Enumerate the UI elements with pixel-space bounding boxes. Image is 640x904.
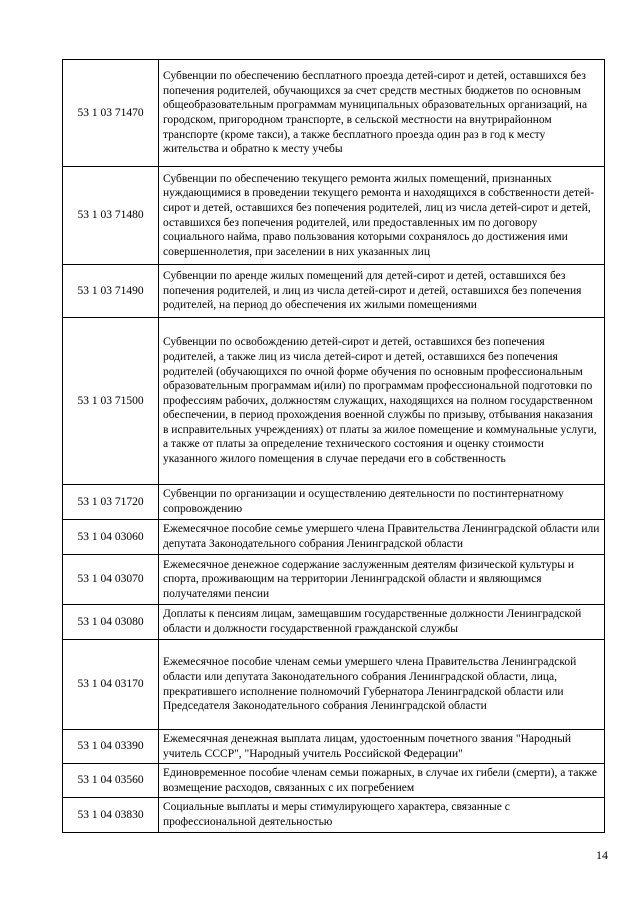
page-number: 14 bbox=[596, 848, 608, 862]
table-row bbox=[63, 318, 605, 485]
table-row bbox=[63, 265, 605, 318]
table-row bbox=[63, 798, 605, 833]
description-cell: Доплаты к пенсиям лицам, замещавшим государственные должности Ленинградской области и должности государственной гражданской службы bbox=[159, 605, 605, 640]
description-cell: Ежемесячное пособие членам семьи умершего члена Правительства Ленинградской области или депутата Законодательного собрания Ленинградской области, лица, прекратившего исполнение полномочий Губернатора Ленинградской области или Председателя Законодательного собрания Ленинградской области bbox=[159, 640, 605, 730]
table-row bbox=[63, 605, 605, 640]
description-cell: Субвенции по обеспечению бесплатного проезда детей-сирот и детей, оставшихся без попечения родителей, обучающихся за счет средств местных бюджетов по основным общеобразовательным программам муниципальных образовательных организаций, на городском, пригородном транспорте, в сельской местности на внутрирайонном транспорте (кроме такси), а также бесплатного проезда один раз в год к месту жительства и обратно к месту учебы bbox=[159, 60, 605, 167]
table-row bbox=[63, 730, 605, 764]
table-row bbox=[63, 640, 605, 730]
budget-code-table bbox=[62, 59, 605, 833]
description-cell: Субвенции по обеспечению текущего ремонта жилых помещений, признанных нуждающимися в проведении текущего ремонта и находящихся в собственности детей-сирот и детей, оставшихся без попечения родителей, лиц из числа детей-сирот и детей, оставшихся без попечения родителей, или предоставленных им по договору социального найма, право пользования которыми сохранялось до достижения ими совершеннолетия, при заселении в них указанных лиц bbox=[159, 167, 605, 265]
description-cell: Социальные выплаты и меры стимулирующего характера, связанные с профессиональной деятельностью bbox=[159, 798, 605, 833]
code-cell: 53 1 03 71720 bbox=[63, 485, 159, 520]
code-cell: 53 1 03 71500 bbox=[63, 318, 159, 485]
code-cell: 53 1 04 03560 bbox=[63, 764, 159, 798]
description-cell: Субвенции по аренде жилых помещений для детей-сирот и детей, оставшихся без попечения родителей, и лиц из числа детей-сирот и детей, оставшихся без попечения родителей, на период до обеспечения их жилыми помещениями bbox=[159, 265, 605, 318]
code-cell: 53 1 04 03070 bbox=[63, 555, 159, 605]
description-cell: Ежемесячное денежное содержание заслуженным деятелям физической культуры и спорта, проживающим на территории Ленинградской области и являющимся получателями пенсии bbox=[159, 555, 605, 605]
code-cell: 53 1 04 03060 bbox=[63, 520, 159, 555]
table-row bbox=[63, 555, 605, 605]
code-cell: 53 1 04 03080 bbox=[63, 605, 159, 640]
description-cell: Ежемесячная денежная выплата лицам, удостоенным почетного звания "Народный учитель СССР", "Народный учитель Российской Федерации" bbox=[159, 730, 605, 764]
table-row bbox=[63, 485, 605, 520]
code-cell: 53 1 03 71470 bbox=[63, 60, 159, 167]
code-cell: 53 1 03 71490 bbox=[63, 265, 159, 318]
code-cell: 53 1 04 03390 bbox=[63, 730, 159, 764]
description-cell: Единовременное пособие членам семьи пожарных, в случае их гибели (смерти), а также возмещение расходов, связанных с их погребением bbox=[159, 764, 605, 798]
code-cell: 53 1 04 03830 bbox=[63, 798, 159, 833]
description-cell: Субвенции по освобождению детей-сирот и детей, оставшихся без попечения родителей, а также лиц из числа детей-сирот и детей, оставшихся без попечения родителей (обучающихся по очной форме обучения по основным профессиональным образовательным программам и(или) по программам профессиональной подготовки по профессиям рабочих, должностям служащих, находящихся на полном государственном обеспечении, в период прохождения военной службы по призыву, отбывания наказания в исправительных учреждениях) от платы за жилое помещение и коммунальные услуги, а также от платы за определение технического состояния и оценку стоимости указанного жилого помещения в случае передачи его в собственность bbox=[159, 318, 605, 485]
table-row bbox=[63, 167, 605, 265]
code-cell: 53 1 03 71480 bbox=[63, 167, 159, 265]
description-cell: Субвенции по организации и осуществлению деятельности по постинтернатному сопровождению bbox=[159, 485, 605, 520]
table-row bbox=[63, 60, 605, 167]
table-row bbox=[63, 520, 605, 555]
description-cell: Ежемесячное пособие семье умершего члена Правительства Ленинградской области или депутата Законодательного собрания Ленинградской области bbox=[159, 520, 605, 555]
code-cell: 53 1 04 03170 bbox=[63, 640, 159, 730]
table-row bbox=[63, 764, 605, 798]
